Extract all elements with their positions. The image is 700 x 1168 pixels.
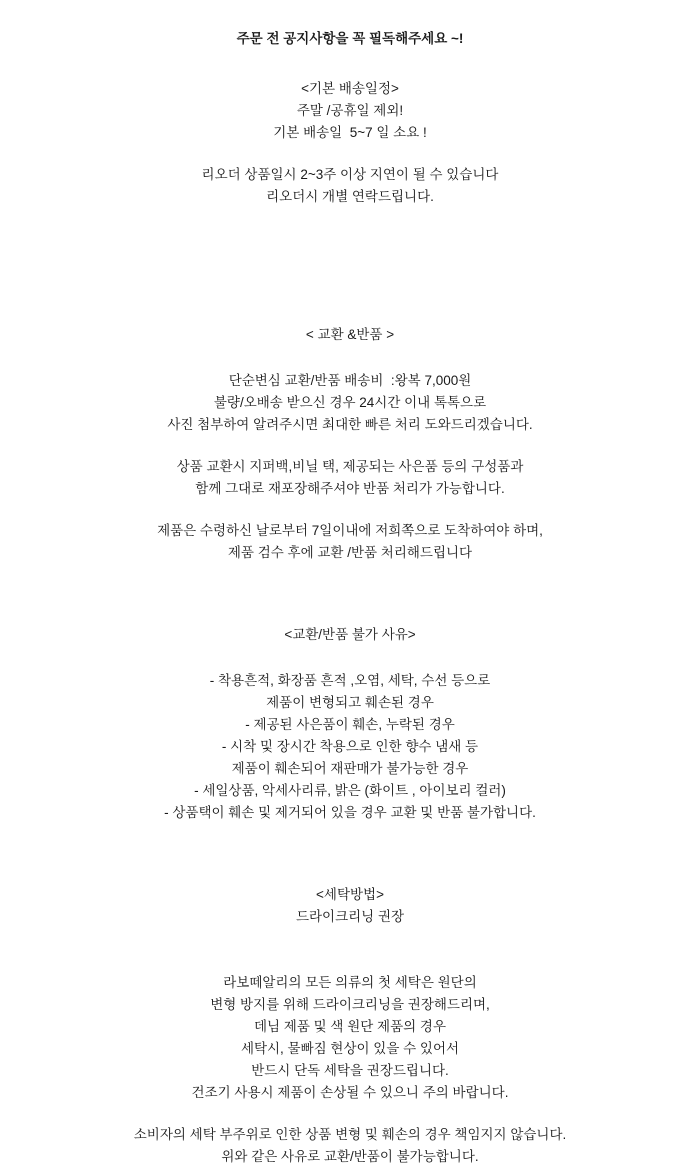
not-allowed-line-2: 제품이 변형되고 훼손된 경우 — [266, 695, 434, 710]
washing-line-1: 라보떼알리의 모든 의류의 첫 세탁은 원단의 — [223, 975, 477, 990]
not-allowed-line-7: - 상품택이 훼손 및 제거되어 있을 경우 교환 및 반품 불가합니다. — [164, 805, 536, 820]
spacer — [0, 928, 700, 972]
washing-section — [0, 884, 700, 1168]
spacer — [0, 824, 700, 884]
spacer — [0, 346, 700, 370]
exchange-packaging-line-1: 상품 교환시 지퍼백,비닐 택, 제공되는 사은품 등의 구성품과 — [176, 459, 524, 474]
spacer — [0, 50, 700, 78]
exchange-arrival-line-1: 제품은 수령하신 날로부터 7일이내에 저희쪽으로 도착하여야 하며, — [157, 523, 543, 538]
washing-title: <세탁방법> — [316, 887, 384, 902]
spacer — [0, 436, 700, 456]
not-allowed-line-1: - 착용흔적, 화장품 흔적 ,오염, 세탁, 수선 등으로 — [209, 673, 491, 688]
notice-heading-block — [0, 28, 700, 50]
washing-closing-line-2: 위와 같은 사유로 교환/반품이 불가능합니다. — [221, 1149, 479, 1164]
not-allowed-line-6: - 세일상품, 악세사리류, 밝은 (화이트 , 아이보리 컬러) — [194, 783, 506, 798]
spacer — [0, 646, 700, 670]
spacer — [0, 208, 700, 280]
not-allowed-section — [0, 624, 700, 824]
spacer — [0, 144, 700, 164]
exchange-fee-line-1: 단순변심 교환/반품 배송비 :왕복 7,000원 — [228, 373, 472, 388]
not-allowed-line-4: - 시착 및 장시간 착용으로 인한 향수 냄새 등 — [221, 739, 479, 754]
top-spacer — [0, 0, 700, 28]
washing-line-4: 세탁시, 물빠짐 현상이 있을 수 있어서 — [240, 1041, 460, 1056]
not-allowed-line-3: - 제공된 사은품이 훼손, 누락된 경우 — [245, 717, 455, 732]
not-allowed-title: <교환/반품 불가 사유> — [284, 627, 416, 642]
exchange-fee-line-2: 불량/오배송 받으신 경우 24시간 이내 톡톡으로 — [213, 395, 487, 410]
exchange-title: < 교환 &반품 > — [305, 327, 395, 342]
exchange-arrival-line-2: 제품 검수 후에 교환 /반품 처리해드립니다 — [227, 545, 473, 560]
washing-closing-line-1: 소비자의 세탁 부주위로 인한 상품 변형 및 훼손의 경우 책임지지 않습니다. — [133, 1127, 567, 1142]
exchange-section — [0, 324, 700, 564]
shipping-line-1: 주말 /공휴일 제외! — [296, 103, 404, 118]
reorder-line-2: 리오더시 개별 연락드립니다. — [266, 189, 434, 204]
not-allowed-line-5: 제품이 훼손되어 재판매가 불가능한 경우 — [231, 761, 469, 776]
washing-line-2: 변형 방지를 위해 드라이크리닝을 권장해드리며, — [210, 997, 490, 1012]
spacer — [0, 500, 700, 520]
washing-line-6: 건조기 사용시 제품이 손상될 수 있으니 주의 바랍니다. — [191, 1085, 509, 1100]
spacer — [0, 1104, 700, 1124]
spacer — [0, 280, 700, 324]
reorder-line-1: 리오더 상품일시 2~3주 이상 지연이 될 수 있습니다 — [201, 167, 499, 182]
shipping-title: <기본 배송일정> — [301, 81, 399, 96]
washing-line-3: 데님 제품 및 색 원단 제품의 경우 — [253, 1019, 447, 1034]
shipping-section — [0, 78, 700, 208]
exchange-fee-line-3: 사진 첨부하여 알려주시면 최대한 빠른 처리 도와드리겠습니다. — [167, 417, 533, 432]
washing-subtitle: 드라이크리닝 권장 — [295, 909, 405, 924]
exchange-packaging-line-2: 함께 그대로 재포장해주셔야 반품 처리가 가능합니다. — [195, 481, 505, 496]
shipping-line-2: 기본 배송일 5~7 일 소요 ! — [273, 125, 427, 140]
washing-line-5: 반드시 단독 세탁을 권장드립니다. — [251, 1063, 449, 1078]
notice-heading: 주문 전 공지사항을 꼭 필독해주세요 ~! — [236, 31, 464, 46]
spacer — [0, 564, 700, 624]
